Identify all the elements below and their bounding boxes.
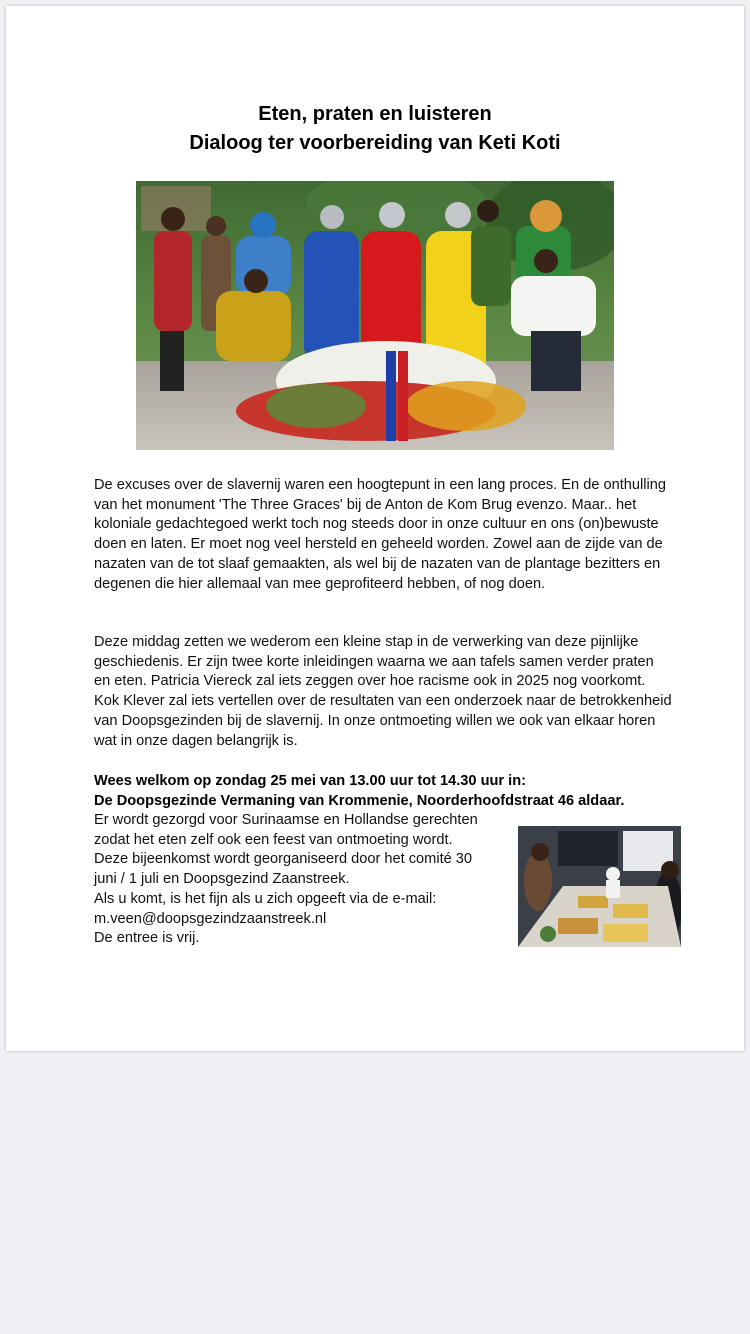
info-line: Als u komt, is het fijn als u zich opgeeft via de e-mail:	[94, 890, 437, 907]
info-line: Deze bijeenkomst wordt georganiseerd door het comité 30	[94, 851, 473, 868]
contact-email: m.veen@doopsgezindzaanstreek.nl	[94, 910, 327, 927]
event-location-line: De Doopsgezinde Vermaning van Krommenie, Noorderhoofdstraat 46 aldaar.	[94, 792, 625, 809]
title-line-1: Eten, praten en luisteren	[258, 103, 492, 125]
program-paragraph: Deze middag zetten we wederom een kleine stap in de verwerking van deze pijnlijke geschiedenis. Er zijn twee korte inleidingen waarna we aan tafels samen verder praten en eten. Patricia Viereck zal iets zeggen over hoe racisme ook in 2025 nog voorkomt. Kok Klever zal iets vertellen over de resultaten van een onderzoek naar de betrokkenheid van Doopsgezinden bij de slavernij. In onze ontmoeting willen we ook van elkaar horen wat in onze dagen belangrijk is.	[94, 634, 672, 749]
page-title	[6, 100, 744, 158]
event-details-heading	[94, 772, 694, 811]
info-line: zodat het eten zelf ook een feest van ontmoeting wordt.	[94, 831, 453, 848]
food-table-photo	[518, 826, 681, 947]
document-page	[6, 6, 744, 1051]
monument-photo	[136, 181, 614, 450]
info-line: Er wordt gezorgd voor Surinaamse en Hollandse gerechten	[94, 812, 478, 828]
info-line: juni / 1 juli en Doopsgezind Zaanstreek.	[94, 871, 350, 888]
info-line: De entree is vrij.	[94, 930, 200, 947]
intro-paragraph: De excuses over de slavernij waren een hoogtepunt in een lang proces. En de onthulling van het monument 'The Three Graces' bij de Anton de Kom Brug evenzo. Maar.. het koloniale gedachtegoed werkt toch nog steeds door in onze cultuur en ons (on)bewuste doen en laten. Er moet nog veel hersteld en geheeld worden. Zowel aan de zijde van de nazaten van de tot slaaf gemaakten, als wel bij de nazaten van de plantage bezitters en degenen die hier allemaal van mee geprofiteerd hebben, of nog doen.	[94, 477, 666, 592]
event-info-list	[94, 811, 514, 949]
title-line-2: Dialoog ter voorbereiding van Keti Koti	[189, 132, 561, 154]
event-date-line: Wees welkom op zondag 25 mei van 13.00 uur tot 14.30 uur in:	[94, 773, 526, 789]
